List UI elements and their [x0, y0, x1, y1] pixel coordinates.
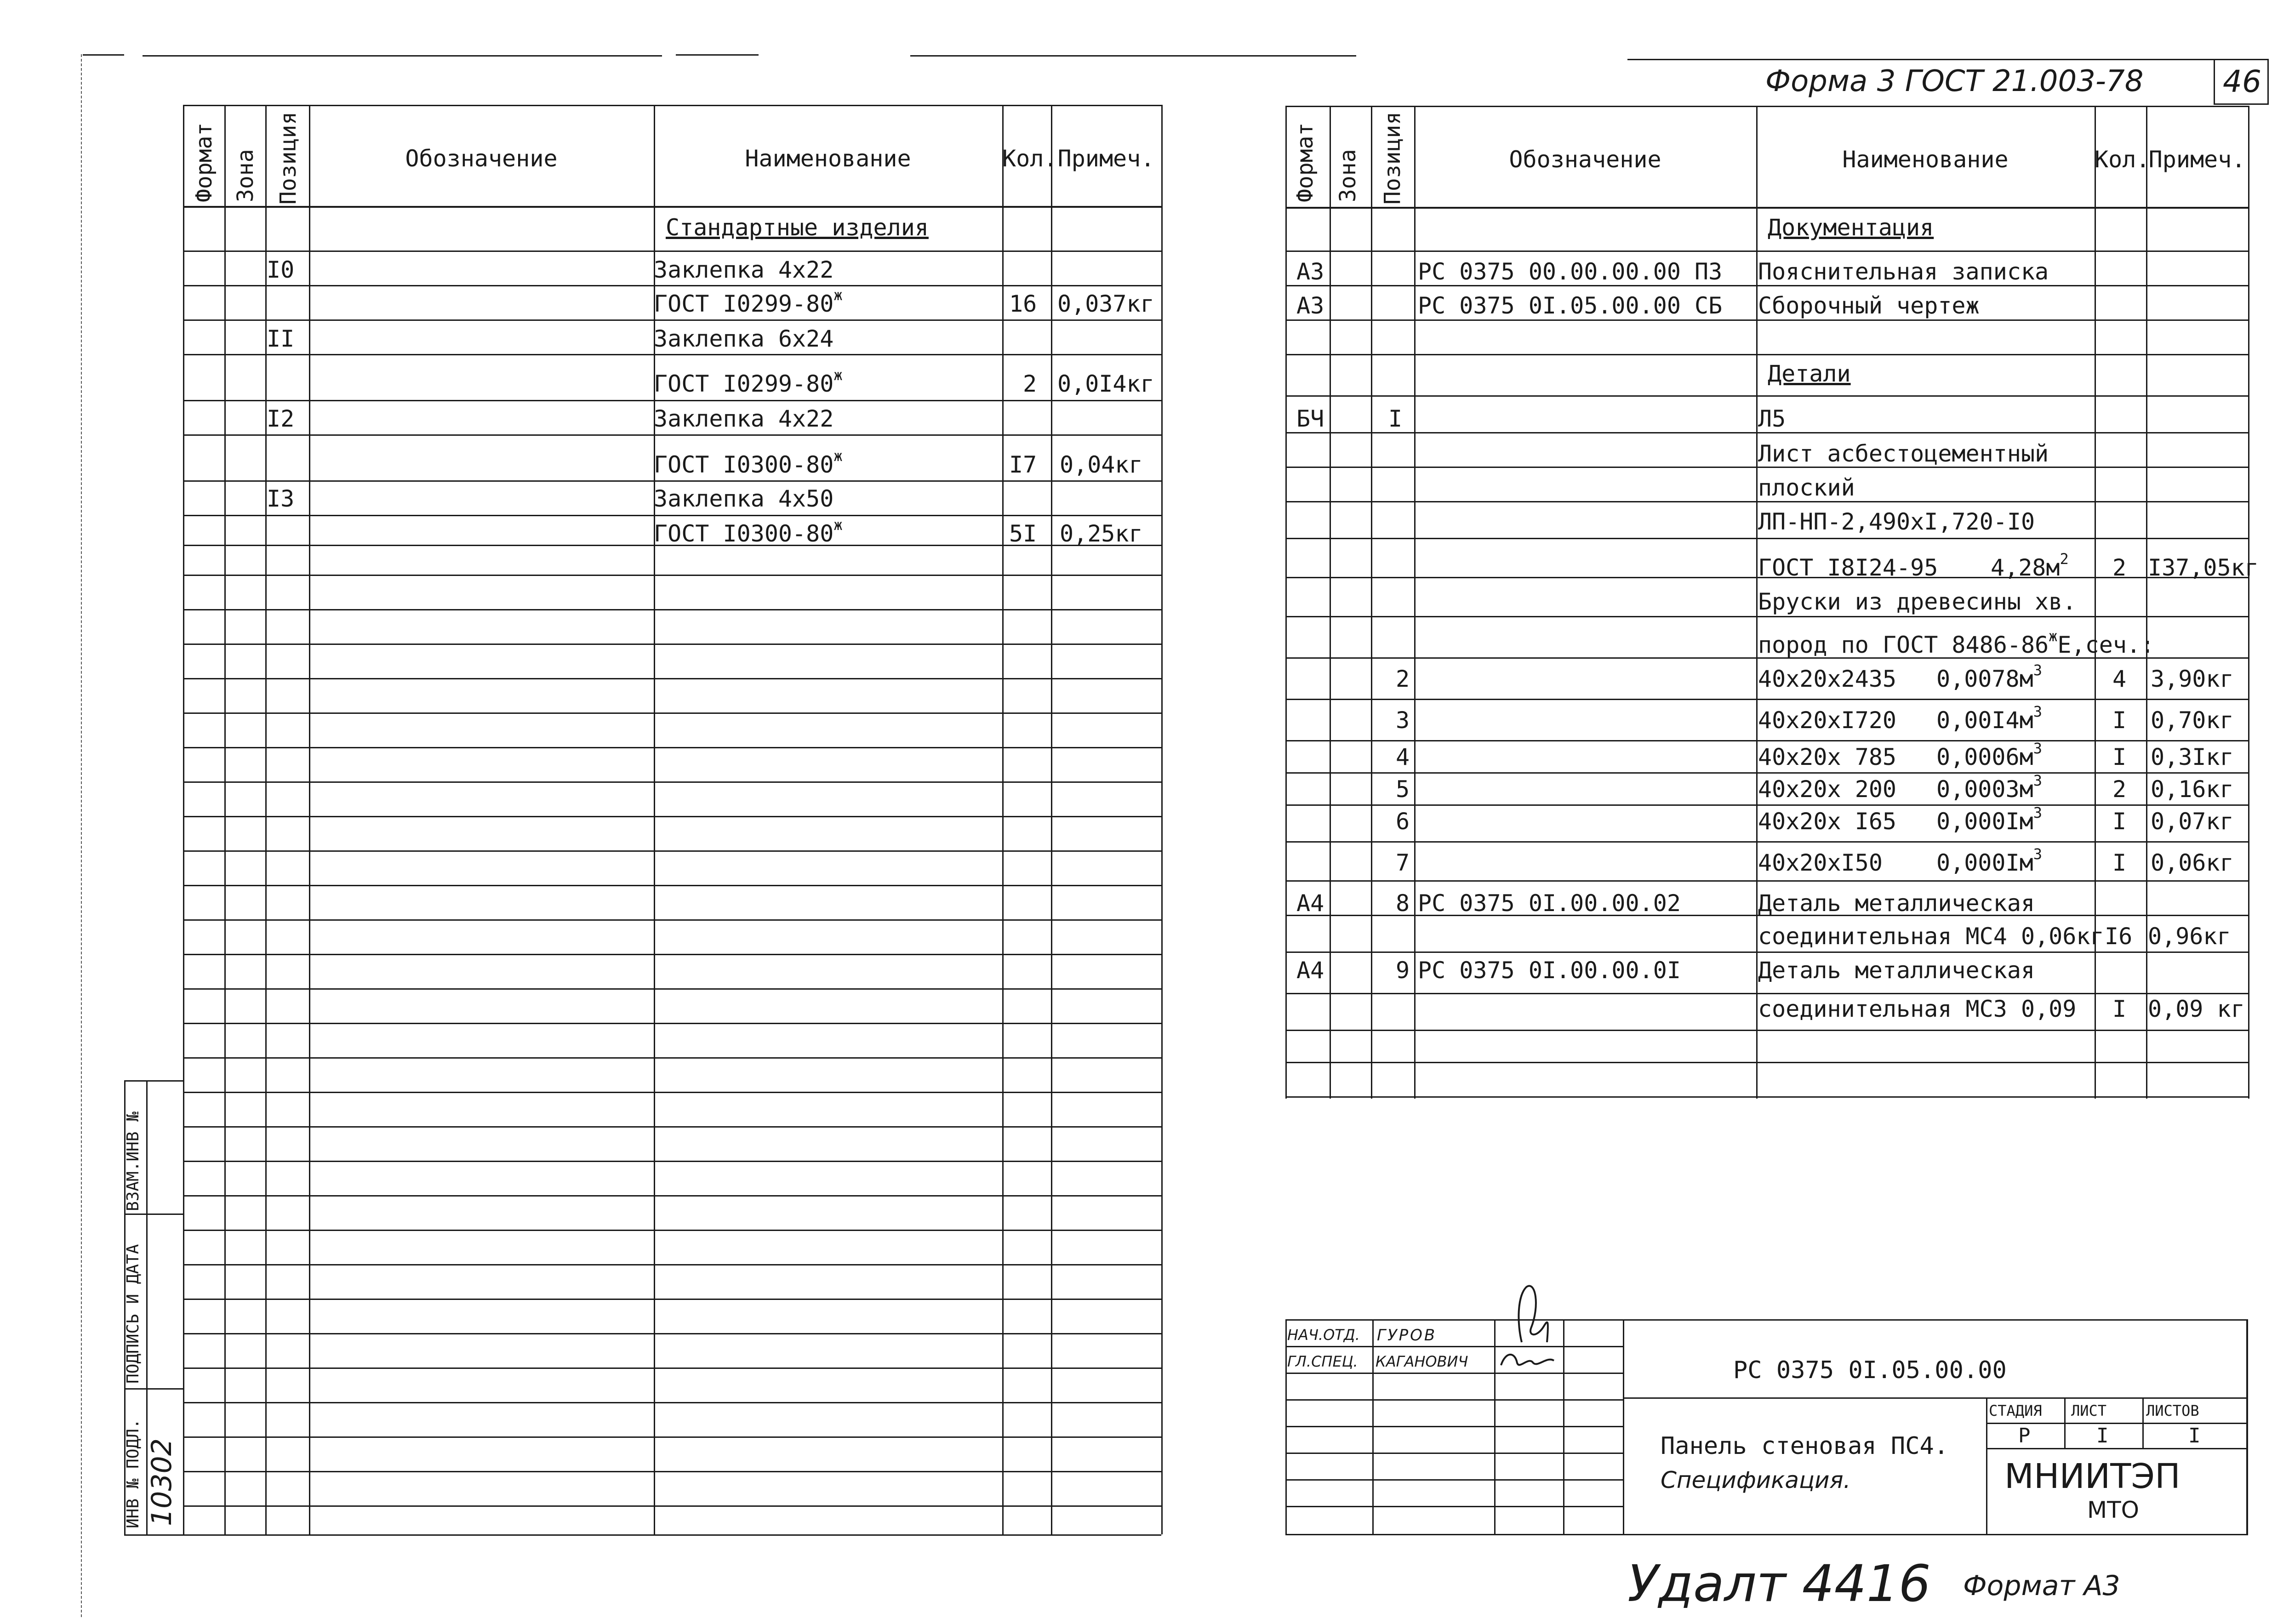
row-line [183, 644, 1161, 645]
section-title-standard: Стандартные изделия [666, 214, 929, 241]
pos-cell: I2 [267, 405, 295, 432]
grid-line [1285, 106, 2248, 107]
gost-mark: ж [833, 286, 843, 304]
row-line [1285, 772, 2248, 774]
name-cell: Деталь металлическая [1758, 957, 2035, 984]
note-cell: 0,3Iкг [2151, 744, 2234, 770]
bar-volume-cell [1936, 804, 2042, 835]
footer-format: Формат А3 [1963, 1570, 2120, 1602]
gost-text-end: Е,сеч.: [2057, 632, 2155, 658]
row-line [1285, 804, 2248, 806]
row-line [1285, 432, 2248, 433]
name-cell: плоский [1758, 474, 1855, 501]
row-line [183, 850, 1161, 852]
row-line [1285, 1030, 2248, 1031]
name-cell: Заклепка 4x22 [654, 405, 834, 432]
designation-cell: РС 0375 0I.00.00.0I [1418, 957, 1681, 984]
row-line [1285, 1062, 2248, 1063]
note-cell: 0,06кг [2151, 849, 2234, 876]
name-cell: соединительная МС4 0,06кг [1758, 923, 2104, 950]
role-head-dept: НАЧ.ОТД. [1287, 1326, 1360, 1344]
tb-line [1285, 1506, 1623, 1507]
sheets-label: ЛИСТОВ [2146, 1402, 2199, 1419]
row-line [183, 251, 1161, 252]
row-line [183, 988, 1161, 990]
pos-cell: 6 [1396, 808, 1410, 835]
qty-cell: 2 [2112, 554, 2127, 581]
section-title-docs: Документация [1768, 214, 1934, 241]
role-chief-spec: ГЛ.СПЕЦ. [1287, 1353, 1358, 1370]
signature-gurov [1503, 1278, 1568, 1351]
stamp-inv-number: 10302 [146, 1438, 178, 1526]
volume-value: 0,0003м [1936, 776, 2033, 803]
bar-volume-cell [1936, 845, 2042, 876]
qty-cell: I [2112, 744, 2127, 770]
top-border-line [143, 55, 662, 57]
bar-size-cell: 40x20xI720 [1758, 707, 1897, 734]
stamp-line [124, 1080, 183, 1082]
row-line [1285, 841, 2248, 843]
area-sup: 2 [2060, 550, 2069, 568]
name-cell: Сборочный чертеж [1758, 292, 1980, 319]
volume-sup: 3 [2033, 661, 2042, 679]
name-cell: Заклепка 4x22 [654, 256, 834, 283]
qty-cell: 2 [1023, 370, 1037, 397]
stamp-line [124, 1214, 183, 1215]
grid-line [1285, 207, 2248, 209]
col-header-name: Наименование [745, 145, 911, 172]
org-name: МНИИТЭП [2004, 1457, 2181, 1496]
col-header-zone: Зона [233, 149, 258, 202]
name-cell [654, 366, 843, 397]
row-line [1285, 501, 2248, 502]
row-line [183, 1505, 1161, 1507]
name-cell: ЛП-НП-2,490хI,720-I0 [1758, 508, 2035, 535]
stamp-inv-original: ИНВ № ПОДЛ. [124, 1419, 143, 1528]
row-line [183, 1023, 1161, 1024]
name-cell: Заклепка 4x50 [654, 485, 834, 512]
bar-volume-cell [1936, 703, 2042, 734]
col-header-position: Позиция [1380, 111, 1405, 205]
bar-size-cell: 40x20x2435 [1758, 666, 1897, 692]
note-cell: 0,07кг [2151, 808, 2234, 835]
row-line [1285, 993, 2248, 994]
qty-cell: I [2112, 808, 2127, 835]
col-header-position: Позиция [275, 111, 301, 205]
stamp-sign-date: ПОДПИСЬ И ДАТА [124, 1244, 143, 1384]
col-header-qty: Кол. [1002, 145, 1058, 172]
row-line [183, 954, 1161, 955]
row-line [1285, 538, 2248, 539]
qty-cell: I [2112, 707, 2127, 734]
tb-line [1563, 1319, 1564, 1535]
org-sub: МТО [2087, 1497, 2140, 1523]
tb-line [1285, 1399, 1623, 1401]
tb-line [1372, 1319, 1374, 1535]
qty-cell: I [2112, 849, 2127, 876]
bar-size-cell: 40x20x I65 [1758, 808, 1897, 835]
name-cell: Лист асбестоцементный [1758, 440, 2049, 467]
col-header-format: Формат [191, 122, 217, 202]
pos-cell: 3 [1396, 707, 1410, 734]
sheet-value: I [2096, 1424, 2109, 1447]
gost-text: ГОСТ I0299-80 [654, 291, 834, 317]
sheet-label: ЛИСТ [2071, 1402, 2107, 1419]
tb-line [1285, 1373, 1623, 1374]
name-cell [654, 286, 843, 317]
volume-sup: 3 [2033, 740, 2042, 757]
grid-line [1414, 106, 1416, 1099]
left-margin-line [81, 54, 82, 1617]
bar-size-cell: 40x20x 200 [1758, 776, 1897, 803]
grid-line [2095, 106, 2096, 1099]
row-line [183, 885, 1161, 886]
note-cell: 0,04кг [1060, 451, 1143, 478]
volume-value: 0,000Iм [1936, 808, 2033, 835]
volume-value: 0,0078м [1936, 666, 2033, 692]
grid-line [1756, 106, 1758, 1099]
row-line [1285, 880, 2248, 882]
tb-line [1285, 1346, 1623, 1347]
row-line [183, 515, 1161, 516]
stamp-inv-replacement: ВЗАМ.ИНВ № [124, 1111, 143, 1211]
note-cell: 0,09 кг [2148, 996, 2245, 1022]
designation-cell: РС 0375 00.00.00.00 ПЗ [1418, 258, 1723, 285]
grid-line [2248, 106, 2249, 1099]
section-title-details: Детали [1768, 360, 1851, 387]
volume-sup: 3 [2033, 703, 2042, 720]
name-head-dept: ГУРОВ [1377, 1326, 1437, 1345]
form-label: Форма 3 ГОСТ 21.003-78 [1765, 64, 2144, 98]
col-header-name: Наименование [1842, 146, 2009, 173]
row-line [183, 712, 1161, 714]
top-border-line [676, 54, 759, 56]
footer-handwritten-note: Удалт 4416 [1627, 1554, 1931, 1613]
grid-line [1285, 106, 1287, 1099]
note-cell: 3,90кг [2151, 666, 2234, 692]
qty-cell: 4 [2112, 666, 2127, 692]
row-line [183, 480, 1161, 482]
row-line [183, 781, 1161, 783]
bar-size-cell: 40x20x 785 [1758, 744, 1897, 770]
pos-cell: I [1388, 405, 1403, 432]
volume-sup: 3 [2033, 845, 2042, 863]
row-line [183, 1333, 1161, 1334]
row-line [183, 434, 1161, 436]
note-cell: 0,16кг [2151, 776, 2234, 803]
stamp-line [124, 1388, 183, 1390]
row-line [1285, 354, 2248, 355]
pos-cell: 7 [1396, 849, 1410, 876]
format-cell: A4 [1296, 890, 1324, 917]
row-line [1285, 251, 2248, 252]
row-line [183, 1402, 1161, 1403]
row-line [183, 319, 1161, 321]
name-chief-spec: КАГАНОВИЧ [1376, 1353, 1468, 1370]
volume-value: 0,0006м [1936, 744, 2033, 770]
pos-cell: II [267, 325, 295, 352]
row-line [183, 1161, 1161, 1162]
stage-value: Р [2018, 1424, 2031, 1447]
stage-label: СТАДИЯ [1989, 1402, 2042, 1419]
qty-cell: 2 [2112, 776, 2127, 803]
name-cell: Бруски из древесины хв. [1758, 588, 2077, 615]
name-cell: Заклепка 6x24 [654, 325, 834, 352]
stamp-line [124, 1534, 1161, 1536]
col-header-designation: Обозначение [405, 145, 558, 172]
grid-line [2146, 106, 2147, 1099]
note-cell: 0,037кг [1057, 291, 1154, 317]
doc-code: РС 0375 0I.05.00.00 [1733, 1356, 2007, 1384]
pos-cell: 2 [1396, 666, 1410, 692]
bar-volume-cell [1936, 772, 2042, 803]
gost-text: ГОСТ I0300-80 [654, 451, 834, 478]
format-cell: A3 [1296, 258, 1324, 285]
row-line [183, 1264, 1161, 1265]
row-line [183, 285, 1161, 286]
pos-cell: I0 [267, 256, 295, 283]
col-header-zone: Зона [1335, 149, 1361, 202]
grid-line [1330, 106, 1331, 1099]
gost-text: ГОСТ I0300-80 [654, 520, 834, 547]
row-line [183, 747, 1161, 748]
designation-cell: РС 0375 0I.05.00.00 СБ [1418, 292, 1723, 319]
grid-line [1161, 105, 1163, 1534]
tb-line [1494, 1319, 1496, 1535]
name-cell: ГОСТ I8I24-95 [1758, 554, 1938, 581]
note-cell: 0,0I4кг [1057, 370, 1154, 397]
volume-value: 0,00I4м [1936, 707, 2033, 734]
name-cell [654, 447, 843, 478]
top-border-line [910, 55, 1356, 57]
pos-cell: 9 [1396, 957, 1410, 984]
col-header-note: Примеч. [2148, 146, 2246, 173]
bar-volume-cell [1936, 740, 2042, 770]
grid-line [1371, 106, 1372, 1099]
qty-cell: I7 [1009, 451, 1037, 478]
tb-line [1285, 1479, 1623, 1481]
name-cell: соединительная МС3 0,09 [1758, 996, 2077, 1022]
pos-cell: 8 [1396, 890, 1410, 917]
bar-size-cell: 40x20xI50 [1758, 849, 1883, 876]
note-cell: 0,70кг [2151, 707, 2234, 734]
row-line [183, 1057, 1161, 1059]
name-cell: Л5 [1758, 405, 1786, 432]
row-line [1285, 616, 2248, 617]
gost-text: пород по ГОСТ 8486-86 [1758, 632, 2049, 658]
row-line [183, 1092, 1161, 1093]
row-line [183, 678, 1161, 679]
col-header-designation: Обозначение [1509, 146, 1661, 173]
row-line [183, 400, 1161, 401]
row-line [183, 609, 1161, 610]
qty-cell: I [2112, 996, 2127, 1022]
bar-volume-cell [1936, 661, 2042, 692]
tb-line [1986, 1397, 1987, 1535]
row-line [183, 1471, 1161, 1472]
row-line [183, 1195, 1161, 1197]
pos-cell: 5 [1396, 776, 1410, 803]
qty-cell: 16 [1009, 291, 1037, 317]
gost-mark: ж [833, 366, 843, 384]
note-cell: 0,96кг [2148, 923, 2231, 950]
row-line [183, 1368, 1161, 1369]
name-cell [654, 516, 843, 547]
name-cell: Деталь металлическая [1758, 890, 2035, 917]
sheets-value: I [2188, 1424, 2201, 1447]
drawing-title-line2: Спецификация. [1661, 1467, 1851, 1493]
note-cell: 0,25кг [1060, 520, 1143, 547]
gost-mark: ж [833, 447, 843, 465]
pos-cell: 4 [1396, 744, 1410, 770]
designation-cell: РС 0375 0I.00.00.02 [1418, 890, 1681, 917]
area-cell [1991, 550, 2069, 581]
tb-line [1285, 1426, 1623, 1427]
gost-mark: ж [2049, 627, 2058, 645]
row-line [183, 1436, 1161, 1438]
sheet-number: 46 [2223, 64, 2261, 99]
volume-sup: 3 [2033, 804, 2042, 821]
qty-cell: 5I [1009, 520, 1037, 547]
volume-sup: 3 [2033, 772, 2042, 789]
row-line [1285, 699, 2248, 700]
format-cell: БЧ [1296, 405, 1324, 432]
tb-line [1285, 1453, 1623, 1454]
volume-value: 0,000Iм [1936, 849, 2033, 876]
row-line [183, 575, 1161, 576]
top-border-line [1627, 59, 2239, 60]
name-cell: Пояснительная записка [1758, 258, 2049, 285]
name-cell [1758, 627, 2155, 658]
row-line [1285, 952, 2248, 953]
row-line [1285, 395, 2248, 397]
qty-cell: I6 [2105, 923, 2133, 950]
grid-line [183, 206, 1161, 208]
row-line [1285, 319, 2248, 321]
tb-line [1623, 1397, 2248, 1399]
row-line [183, 919, 1161, 921]
row-line [183, 816, 1161, 817]
format-cell: A3 [1296, 292, 1324, 319]
drawing-title-line1: Панель стеновая ПС4. [1661, 1432, 1949, 1460]
col-header-qty: Кол. [2095, 146, 2150, 173]
row-line [183, 354, 1161, 355]
tb-line [1986, 1448, 2248, 1449]
row-line [183, 1230, 1161, 1231]
col-header-format: Формат [1292, 122, 1318, 202]
gost-text: ГОСТ I0299-80 [654, 370, 834, 397]
area-value: 4,28м [1991, 554, 2060, 581]
tb-line [1623, 1319, 1624, 1535]
pos-cell: I3 [267, 485, 295, 512]
signature-kaganovich [1496, 1347, 1561, 1374]
row-line [183, 1299, 1161, 1300]
note-cell: I37,05кг [2148, 554, 2259, 581]
format-cell: A4 [1296, 957, 1324, 984]
row-line [1285, 285, 2248, 286]
top-border-line [83, 54, 124, 56]
gost-mark: ж [833, 516, 843, 534]
col-header-note: Примеч. [1057, 145, 1155, 172]
row-line [183, 1126, 1161, 1128]
grid-line [183, 105, 1161, 106]
row-line [1285, 1096, 2248, 1098]
row-line [1285, 740, 2248, 741]
